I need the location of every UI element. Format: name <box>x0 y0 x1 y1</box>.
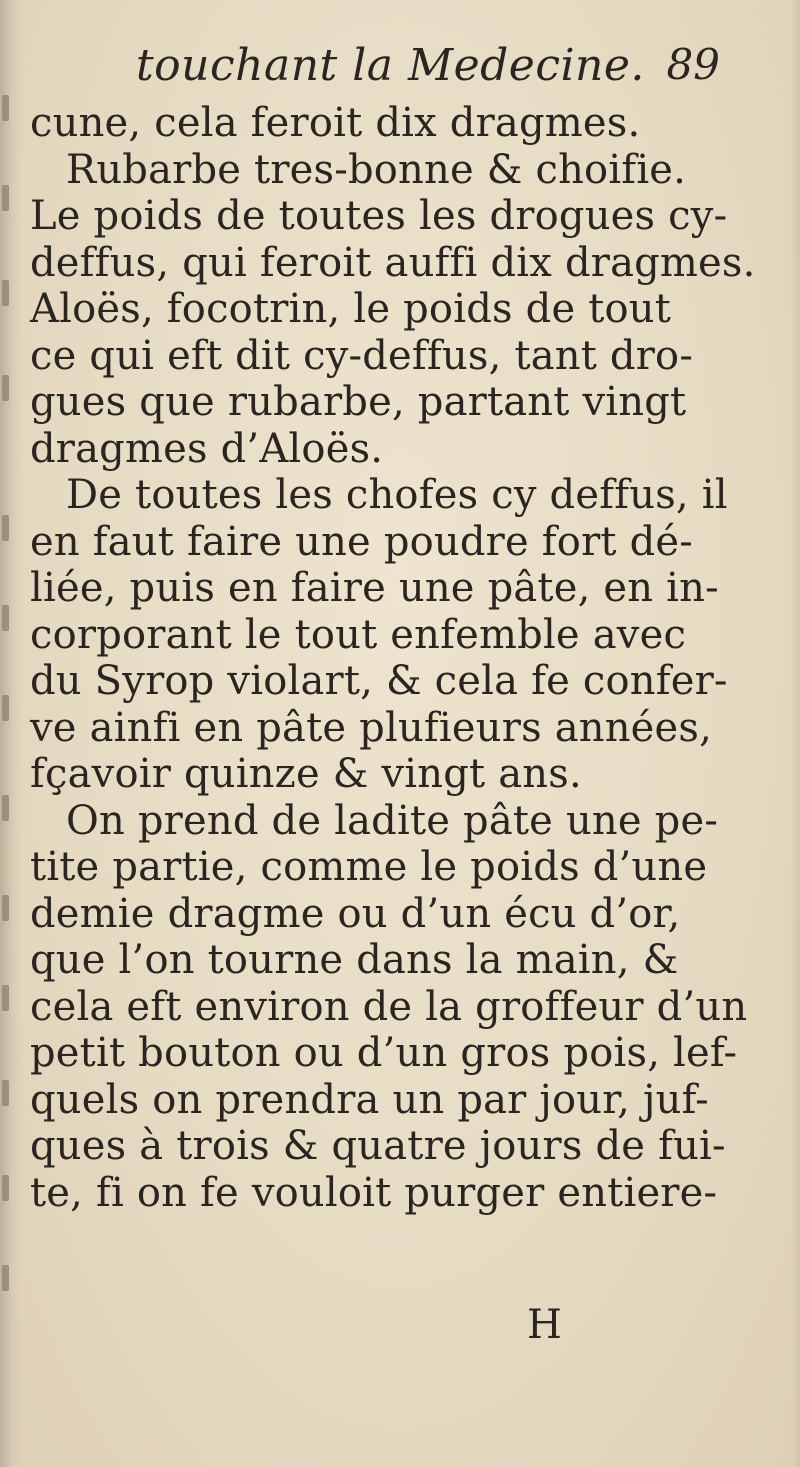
text-line: deffus, qui feroit auffi dix dragmes. <box>30 239 756 286</box>
text-line: du Syrop violart, & cela fe confer- <box>30 658 728 704</box>
text-line: ve ainfi en pâte plufieurs années, <box>30 704 713 751</box>
body-text <box>30 100 756 1216</box>
running-title: touchant la Medecine. <box>136 40 645 91</box>
text-line: dragmes d’Aloës. <box>30 425 384 472</box>
text-line: On prend de ladite pâte une pe- <box>66 797 719 844</box>
page-number: 89 <box>666 40 720 89</box>
text-line: corporant le tout enfemble avec <box>30 611 687 658</box>
text-line: cune, cela feroit dix dragmes. <box>30 100 641 146</box>
text-line: te, fi on fe vouloit purger entiere- <box>30 1169 718 1216</box>
page-header <box>120 38 720 98</box>
text-line: De toutes les chofes cy deffus, il <box>66 472 728 518</box>
text-line: Rubarbe tres-bonne & choifie. <box>66 146 687 193</box>
text-line: que l’on tourne dans la main, & <box>30 937 679 983</box>
text-line: ques à trois & quatre jours de fui- <box>30 1123 726 1169</box>
text-line: fçavoir quinze & vingt ans. <box>30 751 582 797</box>
text-line: liée, puis en faire une pâte, en in- <box>30 565 719 611</box>
page-edge <box>790 0 800 1467</box>
text-line: tite partie, comme le poids d’une <box>30 844 708 890</box>
text-line: en faut faire une poudre fort dé- <box>30 518 693 565</box>
signature-mark: H <box>527 1302 563 1348</box>
text-line: Aloës, focotrin, le poids de tout <box>30 286 672 332</box>
text-line: gues que rubarbe, partant vingt <box>30 379 687 425</box>
text-line: quels on prendra un par jour, juf- <box>30 1076 709 1123</box>
text-line: petit bouton ou d’un gros pois, lef- <box>30 1030 738 1076</box>
text-line: ce qui eft dit cy-deffus, tant dro- <box>30 332 694 379</box>
text-line: demie dragme ou d’un écu d’or, <box>30 890 681 937</box>
text-line: Le poids de toutes les drogues cy- <box>30 193 728 239</box>
binding-stitch-marks <box>0 95 14 1365</box>
text-line: cela eft environ de la groffeur d’un <box>30 983 748 1030</box>
